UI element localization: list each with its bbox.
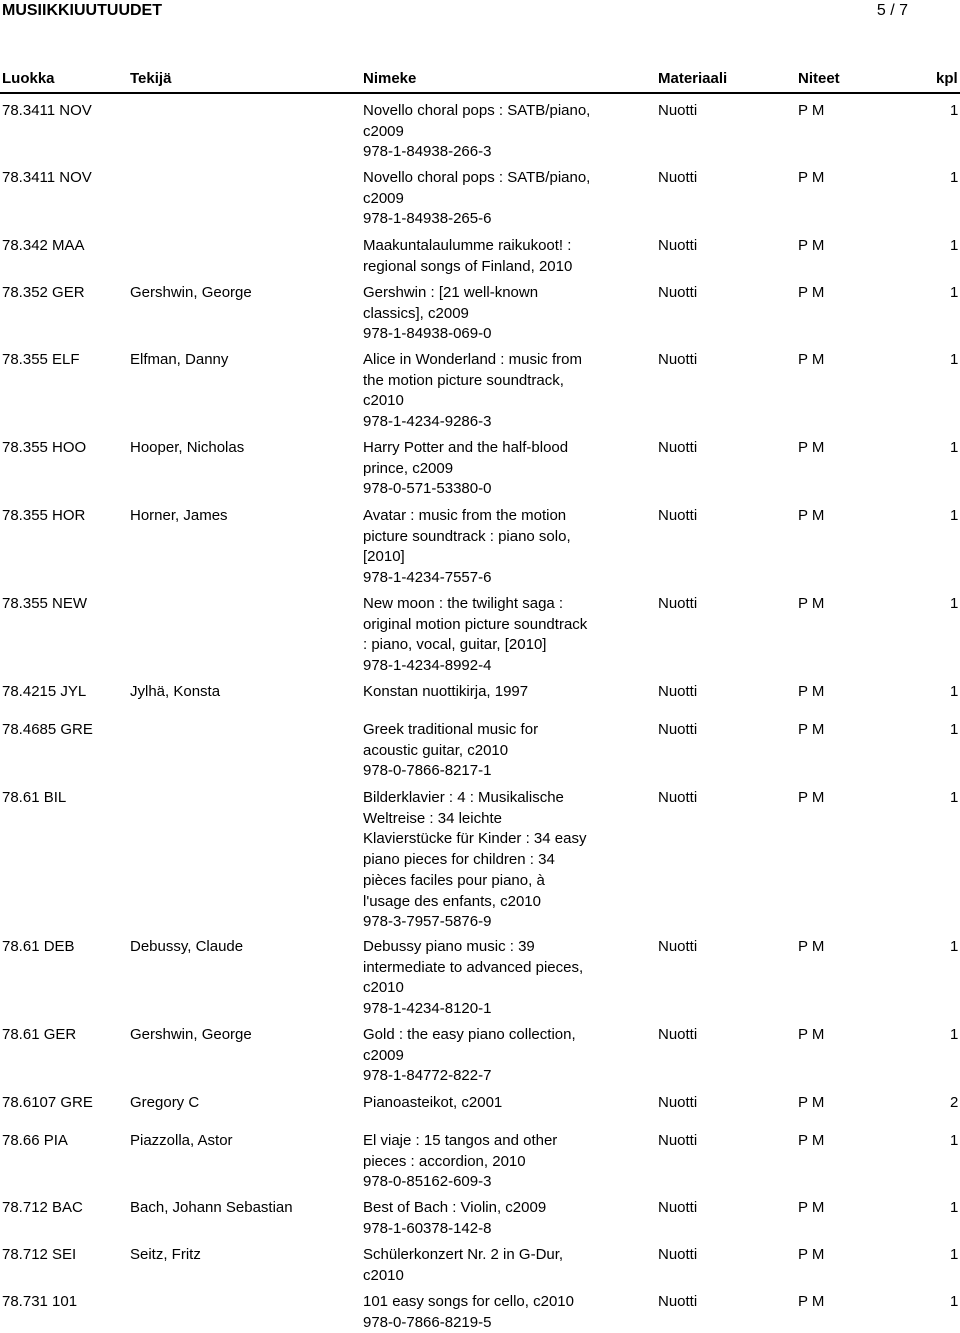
cell-kpl: 1 [950,351,959,368]
nimeke-line: Konstan nuottikirja, 1997 [363,683,529,700]
nimeke-line: l'usage des enfants, c2010 [363,892,541,910]
cell-nimeke [363,1131,613,1193]
cell-niteet: P M [798,439,825,456]
cell-niteet: P M [798,507,825,524]
cell-niteet: P M [798,102,825,119]
cell-tekija: Bach, Johann Sebastian [130,1199,293,1216]
nimeke-line: pieces : accordion, 2010 [363,1152,526,1170]
nimeke-line: c2010 [363,392,404,410]
cell-nimeke [363,1198,613,1239]
cell-luokka: 78.61 DEB [2,938,75,955]
cell-luokka: 78.66 PIA [2,1132,68,1149]
nimeke-line: 978-1-4234-7557-6 [363,569,492,587]
cell-nimeke [363,1292,613,1333]
nimeke-line: c2010 [363,979,404,997]
cell-kpl: 1 [950,789,959,806]
nimeke-line: 978-1-84938-266-3 [363,143,492,161]
nimeke-line: Novello choral pops : SATB/piano, [363,169,591,186]
cell-nimeke [363,283,613,345]
nimeke-line: [2010] [363,548,405,566]
cell-kpl: 1 [950,938,959,955]
cell-materiaali: Nuotti [658,938,698,955]
nimeke-line: Avatar : music from the motion [363,507,567,524]
cell-luokka: 78.342 MAA [2,237,85,254]
nimeke-line: El viaje : 15 tangos and other [363,1132,558,1149]
nimeke-line: Harry Potter and the half-blood [363,439,569,456]
cell-kpl: 1 [950,237,959,254]
cell-niteet: P M [798,1199,825,1216]
cell-tekija: Piazzolla, Astor [130,1132,233,1149]
cell-tekija: Seitz, Fritz [130,1246,201,1263]
page-number: 5 / 7 [876,2,908,19]
cell-tekija: Gershwin, George [130,284,252,301]
cell-kpl: 1 [950,1246,959,1263]
cell-luokka: 78.352 GER [2,284,85,301]
nimeke-line: c2009 [363,189,404,207]
cell-niteet: P M [798,683,825,700]
cell-kpl: 2 [950,1094,959,1111]
cell-tekija: Jylhä, Konsta [130,683,221,700]
nimeke-line: the motion picture soundtrack, [363,371,564,389]
cell-materiaali: Nuotti [658,683,698,700]
cell-materiaali: Nuotti [658,284,698,301]
cell-luokka: 78.6107 GRE [2,1094,93,1111]
cell-tekija: Hooper, Nicholas [130,439,245,456]
cell-materiaali: Nuotti [658,439,698,456]
cell-luokka: 78.4685 GRE [2,721,93,738]
cell-tekija: Horner, James [130,507,228,524]
nimeke-line: 978-1-4234-8992-4 [363,657,492,675]
nimeke-line: c2009 [363,1046,404,1064]
cell-materiaali: Nuotti [658,1246,698,1263]
nimeke-line: Maakuntalaulumme raikukoot! : [363,237,572,254]
cell-tekija: Elfman, Danny [130,351,229,368]
cell-nimeke [363,236,613,277]
nimeke-line: c2009 [363,122,404,140]
header-divider [0,92,960,94]
cell-niteet: P M [798,284,825,301]
column-header-tekija: Tekijä [130,70,172,87]
nimeke-line: 978-1-60378-142-8 [363,1219,492,1237]
cell-luokka: 78.712 BAC [2,1199,83,1216]
cell-nimeke [363,594,613,677]
cell-niteet: P M [798,237,825,254]
nimeke-line: picture soundtrack : piano solo, [363,527,571,545]
cell-nimeke [363,788,613,933]
nimeke-line: Weltreise : 34 leichte [363,809,502,827]
nimeke-line: Klavierstücke für Kinder : 34 easy [363,830,587,848]
cell-nimeke [363,682,613,703]
nimeke-line: Gold : the easy piano collection, [363,1026,576,1043]
nimeke-line: original motion picture soundtrack [363,615,588,633]
cell-nimeke [363,168,613,230]
cell-tekija: Debussy, Claude [130,938,244,955]
cell-niteet: P M [798,1293,825,1310]
cell-materiaali: Nuotti [658,237,698,254]
nimeke-line: 978-0-7866-8217-1 [363,762,492,780]
cell-luokka: 78.355 HOO [2,439,87,456]
cell-luokka: 78.3411 NOV [2,169,92,186]
cell-niteet: P M [798,789,825,806]
cell-luokka: 78.355 NEW [2,595,88,612]
cell-materiaali: Nuotti [658,721,698,738]
cell-kpl: 1 [950,507,959,524]
cell-luokka: 78.4215 JYL [2,683,87,700]
cell-nimeke [363,720,613,782]
cell-luokka: 78.355 HOR [2,507,86,524]
cell-luokka: 78.355 ELF [2,351,80,368]
cell-materiaali: Nuotti [658,1199,698,1216]
cell-nimeke [363,506,613,589]
cell-materiaali: Nuotti [658,102,698,119]
cell-nimeke [363,1245,613,1286]
cell-kpl: 1 [950,439,959,456]
nimeke-line: 978-3-7957-5876-9 [363,913,492,931]
column-header-luokka: Luokka [2,70,55,87]
nimeke-line: 978-1-4234-9286-3 [363,413,492,431]
nimeke-line: piano pieces for children : 34 [363,851,555,869]
nimeke-line: regional songs of Finland, 2010 [363,257,573,275]
cell-luokka: 78.712 SEI [2,1246,77,1263]
cell-nimeke [363,1093,613,1114]
nimeke-line: : piano, vocal, guitar, [2010] [363,636,547,654]
cell-materiaali: Nuotti [658,789,698,806]
cell-kpl: 1 [950,1026,959,1043]
cell-nimeke [363,438,613,500]
nimeke-line: 978-0-85162-609-3 [363,1173,492,1191]
cell-luokka: 78.731 101 [2,1293,78,1310]
column-header-niteet: Niteet [798,70,840,87]
nimeke-line: Greek traditional music for [363,721,539,738]
cell-tekija: Gregory C [130,1094,200,1111]
cell-materiaali: Nuotti [658,1026,698,1043]
nimeke-line: Best of Bach : Violin, c2009 [363,1199,547,1216]
cell-luokka: 78.61 GER [2,1026,77,1043]
nimeke-line: acoustic guitar, c2010 [363,741,509,759]
cell-kpl: 1 [950,1199,959,1216]
nimeke-line: intermediate to advanced pieces, [363,958,584,976]
cell-nimeke [363,1025,613,1087]
nimeke-line: 978-1-84772-822-7 [363,1067,492,1085]
nimeke-line: 978-1-84938-265-6 [363,210,492,228]
nimeke-line: 978-0-571-53380-0 [363,480,492,498]
cell-materiaali: Nuotti [658,351,698,368]
cell-materiaali: Nuotti [658,1094,698,1111]
cell-nimeke [363,937,613,1020]
cell-materiaali: Nuotti [658,1293,698,1310]
cell-kpl: 1 [950,1293,959,1310]
column-header-nimeke: Nimeke [363,70,417,87]
cell-luokka: 78.61 BIL [2,789,67,806]
cell-niteet: P M [798,1094,825,1111]
cell-nimeke [363,101,613,163]
cell-niteet: P M [798,721,825,738]
cell-kpl: 1 [950,169,959,186]
cell-niteet: P M [798,1246,825,1263]
nimeke-line: 101 easy songs for cello, c2010 [363,1293,574,1310]
cell-materiaali: Nuotti [658,1132,698,1149]
cell-kpl: 1 [950,721,959,738]
cell-kpl: 1 [950,683,959,700]
cell-tekija: Gershwin, George [130,1026,252,1043]
nimeke-line: classics], c2009 [363,304,469,322]
column-header-materiaali: Materiaali [658,70,728,87]
cell-niteet: P M [798,595,825,612]
nimeke-line: Debussy piano music : 39 [363,938,535,955]
nimeke-line: c2010 [363,1266,404,1284]
cell-niteet: P M [798,1026,825,1043]
cell-luokka: 78.3411 NOV [2,102,92,119]
cell-materiaali: Nuotti [658,169,698,186]
nimeke-line: pièces faciles pour piano, à [363,871,545,889]
nimeke-line: Pianoasteikot, c2001 [363,1094,503,1111]
cell-niteet: P M [798,351,825,368]
cell-niteet: P M [798,169,825,186]
nimeke-line: prince, c2009 [363,459,454,477]
cell-niteet: P M [798,938,825,955]
nimeke-line: New moon : the twilight saga : [363,595,564,612]
nimeke-line: 978-1-4234-8120-1 [363,1000,492,1018]
page-header-title: MUSIIKKIUUTUUDET [2,2,162,19]
cell-kpl: 1 [950,595,959,612]
cell-kpl: 1 [950,284,959,301]
nimeke-line: 978-0-7866-8219-5 [363,1313,492,1331]
cell-materiaali: Nuotti [658,507,698,524]
cell-kpl: 1 [950,102,959,119]
cell-nimeke [363,350,613,433]
column-header-kpl: kpl [936,70,958,87]
nimeke-line: Gershwin : [21 well-known [363,284,539,301]
nimeke-line: Bilderklavier : 4 : Musikalische [363,789,564,806]
cell-niteet: P M [798,1132,825,1149]
nimeke-line: Alice in Wonderland : music from [363,351,582,368]
nimeke-line: Schülerkonzert Nr. 2 in G-Dur, [363,1246,564,1263]
cell-kpl: 1 [950,1132,959,1149]
nimeke-line: Novello choral pops : SATB/piano, [363,102,591,119]
cell-materiaali: Nuotti [658,595,698,612]
nimeke-line: 978-1-84938-069-0 [363,325,492,343]
